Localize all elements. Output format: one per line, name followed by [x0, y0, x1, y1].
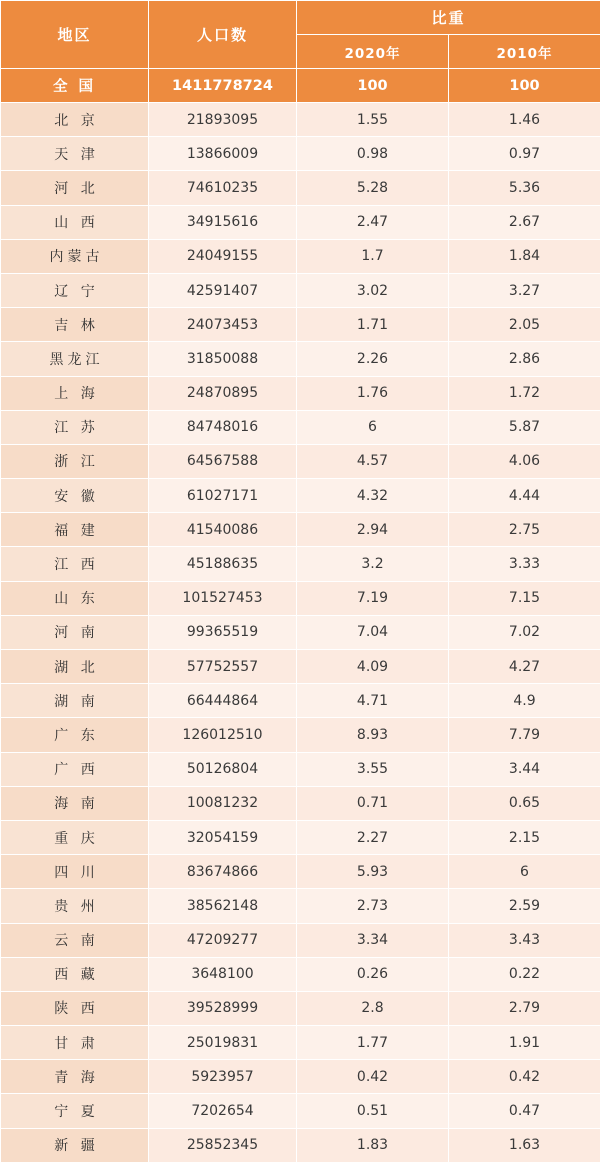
row-region-label: 西 藏 — [1, 957, 149, 991]
row-region-label: 安 徽 — [1, 479, 149, 513]
row-share-2020-value: 0.26 — [297, 957, 449, 991]
row-share-2010-value: 0.42 — [449, 1060, 600, 1094]
row-region-label: 黑龙江 — [1, 342, 149, 376]
row-share-2010-value: 0.47 — [449, 1094, 600, 1128]
row-share-2020-value: 4.32 — [297, 479, 449, 513]
table-row — [1, 103, 600, 137]
row-share-2010-value: 4.44 — [449, 479, 600, 513]
table-row — [1, 684, 600, 718]
column-header-region: 地区 — [1, 1, 149, 69]
row-region-label: 湖 北 — [1, 650, 149, 684]
row-share-2010-value: 2.75 — [449, 513, 600, 547]
row-population-value: 24073453 — [149, 308, 297, 342]
row-share-2020-value: 4.09 — [297, 650, 449, 684]
row-share-2010-value: 4.06 — [449, 444, 600, 478]
row-share-2020-value: 2.8 — [297, 991, 449, 1025]
row-population-value: 101527453 — [149, 581, 297, 615]
row-region-label: 吉 林 — [1, 308, 149, 342]
row-share-2020-value: 7.19 — [297, 581, 449, 615]
row-region-label: 江 苏 — [1, 410, 149, 444]
row-population-value: 99365519 — [149, 615, 297, 649]
row-share-2020-value: 2.26 — [297, 342, 449, 376]
row-share-2010-value: 0.22 — [449, 957, 600, 991]
row-region-label: 浙 江 — [1, 444, 149, 478]
row-population-value: 84748016 — [149, 410, 297, 444]
row-share-2020-value: 1.55 — [297, 103, 449, 137]
row-share-2020-value: 0.98 — [297, 137, 449, 171]
row-share-2010-value: 2.79 — [449, 991, 600, 1025]
column-header-population: 人口数 — [149, 1, 297, 69]
row-region-label: 山 西 — [1, 205, 149, 239]
row-population-value: 83674866 — [149, 855, 297, 889]
table-row — [1, 205, 600, 239]
table-row — [1, 547, 600, 581]
row-region-label: 广 东 — [1, 718, 149, 752]
total-region-label: 全 国 — [1, 69, 149, 103]
table-row — [1, 923, 600, 957]
row-share-2010-value: 2.86 — [449, 342, 600, 376]
row-share-2020-value: 3.2 — [297, 547, 449, 581]
row-region-label: 青 海 — [1, 1060, 149, 1094]
row-population-value: 13866009 — [149, 137, 297, 171]
row-region-label: 河 南 — [1, 615, 149, 649]
row-region-label: 湖 南 — [1, 684, 149, 718]
row-share-2020-value: 4.57 — [297, 444, 449, 478]
row-share-2020-value: 3.55 — [297, 752, 449, 786]
row-share-2020-value: 1.83 — [297, 1128, 449, 1162]
row-share-2010-value: 5.36 — [449, 171, 600, 205]
table-row — [1, 137, 600, 171]
row-region-label: 山 东 — [1, 581, 149, 615]
table-row — [1, 615, 600, 649]
row-share-2020-value: 0.71 — [297, 786, 449, 820]
row-share-2010-value: 1.72 — [449, 376, 600, 410]
row-share-2020-value: 0.42 — [297, 1060, 449, 1094]
row-region-label: 广 西 — [1, 752, 149, 786]
row-share-2010-value: 5.87 — [449, 410, 600, 444]
row-population-value: 66444864 — [149, 684, 297, 718]
table-row — [1, 171, 600, 205]
row-share-2020-value: 1.7 — [297, 239, 449, 273]
row-population-value: 3648100 — [149, 957, 297, 991]
column-header-share-2020: 2020年 — [297, 35, 449, 69]
table-row — [1, 342, 600, 376]
table-row — [1, 889, 600, 923]
row-population-value: 7202654 — [149, 1094, 297, 1128]
row-share-2010-value: 6 — [449, 855, 600, 889]
table-row — [1, 1094, 600, 1128]
table-row — [1, 479, 600, 513]
row-region-label: 四 川 — [1, 855, 149, 889]
table-row — [1, 444, 600, 478]
row-region-label: 内蒙古 — [1, 239, 149, 273]
table-row — [1, 752, 600, 786]
table-row — [1, 718, 600, 752]
row-population-value: 50126804 — [149, 752, 297, 786]
row-share-2020-value: 6 — [297, 410, 449, 444]
row-share-2020-value: 2.27 — [297, 820, 449, 854]
row-share-2010-value: 7.02 — [449, 615, 600, 649]
row-share-2010-value: 1.63 — [449, 1128, 600, 1162]
row-population-value: 74610235 — [149, 171, 297, 205]
row-share-2010-value: 2.67 — [449, 205, 600, 239]
row-share-2020-value: 2.94 — [297, 513, 449, 547]
table-row — [1, 1128, 600, 1162]
row-population-value: 25019831 — [149, 1026, 297, 1060]
row-share-2020-value: 3.02 — [297, 273, 449, 307]
table-row — [1, 1026, 600, 1060]
row-region-label: 江 西 — [1, 547, 149, 581]
row-population-value: 31850088 — [149, 342, 297, 376]
total-population-value: 1411778724 — [149, 69, 297, 103]
total-share-2020-value: 100 — [297, 69, 449, 103]
row-share-2010-value: 3.27 — [449, 273, 600, 307]
column-header-share-2010: 2010年 — [449, 35, 600, 69]
row-share-2010-value: 0.65 — [449, 786, 600, 820]
table-row — [1, 991, 600, 1025]
row-population-value: 45188635 — [149, 547, 297, 581]
row-region-label: 福 建 — [1, 513, 149, 547]
row-share-2010-value: 3.44 — [449, 752, 600, 786]
row-population-value: 41540086 — [149, 513, 297, 547]
row-share-2010-value: 3.43 — [449, 923, 600, 957]
table-row-total — [1, 69, 600, 103]
table-row — [1, 581, 600, 615]
table-row — [1, 308, 600, 342]
row-population-value: 47209277 — [149, 923, 297, 957]
row-share-2020-value: 1.71 — [297, 308, 449, 342]
row-region-label: 宁 夏 — [1, 1094, 149, 1128]
row-region-label: 天 津 — [1, 137, 149, 171]
row-population-value: 38562148 — [149, 889, 297, 923]
table-row — [1, 513, 600, 547]
row-share-2010-value: 2.15 — [449, 820, 600, 854]
row-share-2010-value: 2.05 — [449, 308, 600, 342]
row-region-label: 陕 西 — [1, 991, 149, 1025]
row-population-value: 34915616 — [149, 205, 297, 239]
row-region-label: 云 南 — [1, 923, 149, 957]
row-share-2020-value: 7.04 — [297, 615, 449, 649]
row-share-2020-value: 1.77 — [297, 1026, 449, 1060]
row-population-value: 57752557 — [149, 650, 297, 684]
table-body — [1, 69, 600, 1163]
table-row — [1, 820, 600, 854]
row-region-label: 新 疆 — [1, 1128, 149, 1162]
row-region-label: 辽 宁 — [1, 273, 149, 307]
row-share-2020-value: 1.76 — [297, 376, 449, 410]
row-population-value: 39528999 — [149, 991, 297, 1025]
row-region-label: 北 京 — [1, 103, 149, 137]
row-region-label: 河 北 — [1, 171, 149, 205]
row-share-2010-value: 0.97 — [449, 137, 600, 171]
row-share-2020-value: 3.34 — [297, 923, 449, 957]
table-row — [1, 786, 600, 820]
table-row — [1, 273, 600, 307]
row-region-label: 甘 肃 — [1, 1026, 149, 1060]
row-population-value: 25852345 — [149, 1128, 297, 1162]
total-share-2010-value: 100 — [449, 69, 600, 103]
row-share-2010-value: 4.9 — [449, 684, 600, 718]
table-row — [1, 650, 600, 684]
row-share-2010-value: 1.46 — [449, 103, 600, 137]
table-row — [1, 376, 600, 410]
row-share-2010-value: 4.27 — [449, 650, 600, 684]
row-region-label: 海 南 — [1, 786, 149, 820]
row-share-2020-value: 2.73 — [297, 889, 449, 923]
row-share-2010-value: 7.15 — [449, 581, 600, 615]
row-population-value: 24049155 — [149, 239, 297, 273]
row-share-2010-value: 7.79 — [449, 718, 600, 752]
row-population-value: 42591407 — [149, 273, 297, 307]
row-region-label: 重 庆 — [1, 820, 149, 854]
row-share-2020-value: 5.93 — [297, 855, 449, 889]
table-row — [1, 855, 600, 889]
table-row — [1, 1060, 600, 1094]
row-region-label: 上 海 — [1, 376, 149, 410]
row-population-value: 10081232 — [149, 786, 297, 820]
row-share-2020-value: 5.28 — [297, 171, 449, 205]
row-share-2020-value: 4.71 — [297, 684, 449, 718]
row-population-value: 21893095 — [149, 103, 297, 137]
table-row — [1, 410, 600, 444]
table-header-row-1 — [1, 1, 600, 35]
row-population-value: 32054159 — [149, 820, 297, 854]
row-population-value: 64567588 — [149, 444, 297, 478]
table-row — [1, 957, 600, 991]
row-region-label: 贵 州 — [1, 889, 149, 923]
row-share-2020-value: 8.93 — [297, 718, 449, 752]
table-header — [1, 1, 600, 69]
row-share-2020-value: 0.51 — [297, 1094, 449, 1128]
row-share-2010-value: 1.91 — [449, 1026, 600, 1060]
row-share-2020-value: 2.47 — [297, 205, 449, 239]
row-share-2010-value: 1.84 — [449, 239, 600, 273]
row-share-2010-value: 2.59 — [449, 889, 600, 923]
row-population-value: 126012510 — [149, 718, 297, 752]
column-header-share-group: 比重 — [297, 1, 600, 35]
row-share-2010-value: 3.33 — [449, 547, 600, 581]
row-population-value: 5923957 — [149, 1060, 297, 1094]
table-row — [1, 239, 600, 273]
row-population-value: 24870895 — [149, 376, 297, 410]
row-population-value: 61027171 — [149, 479, 297, 513]
